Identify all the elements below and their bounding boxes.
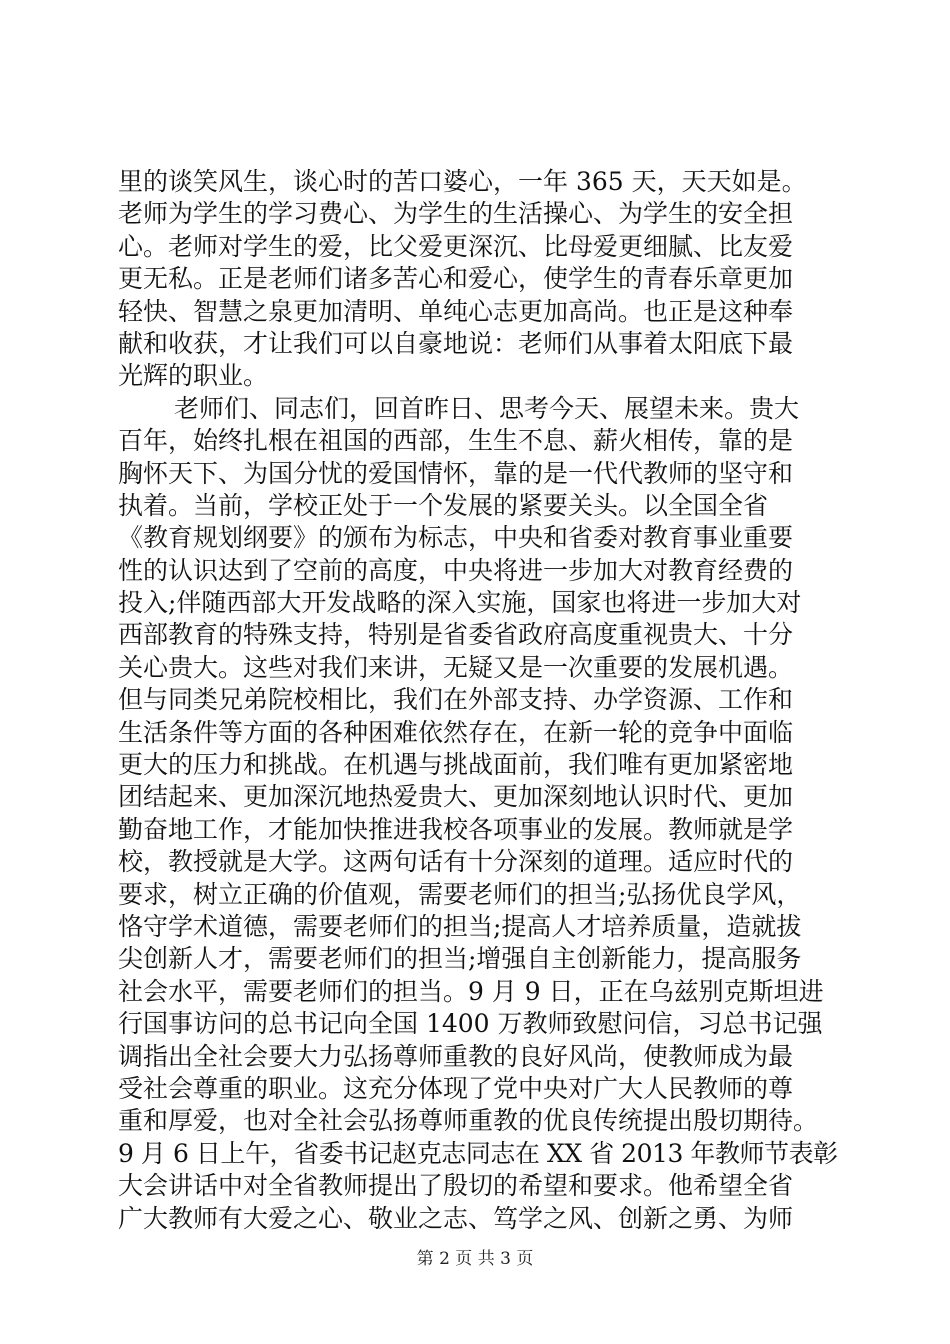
- page-footer: 第 2 页 共 3 页: [416, 1249, 534, 1269]
- text-line: 执着。当前，学校正处于一个发展的紧要关头。以全国全省: [118, 490, 769, 520]
- text-line: 大会讲话中对全省教师提出了殷切的希望和要求。他希望全省: [118, 1171, 794, 1201]
- text-line: 勤奋地工作，才能加快推进我校各项事业的发展。教师就是学: [118, 814, 794, 844]
- text-line: 广大教师有大爱之心、敬业之志、笃学之风、创新之勇、为师: [118, 1203, 794, 1233]
- text-line: 老师们、同志们，回首昨日、思考今天、展望未来。贵大: [174, 393, 800, 423]
- text-line: 要求，树立正确的价值观，需要老师们的担当;弘扬优良学风，: [118, 879, 802, 909]
- text-line: 恪守学术道德，需要老师们的担当;提高人才培养质量，造就拔: [118, 911, 802, 941]
- text-line: 老师为学生的学习费心、为学生的生活操心、为学生的安全担: [118, 199, 794, 229]
- text-line: 百年，始终扎根在祖国的西部，生生不息、薪火相传，靠的是: [118, 426, 794, 456]
- text-line: 胸怀天下、为国分忧的爱国情怀，靠的是一代代教师的坚守和: [118, 458, 794, 488]
- text-line: 光辉的职业。: [118, 361, 269, 391]
- text-line: 团结起来、更加深沉地热爱贵大、更加深刻地认识时代、更加: [118, 782, 794, 812]
- text-line: 校，教授就是大学。这两句话有十分深刻的道理。适应时代的: [118, 847, 794, 877]
- text-line: 关心贵大。这些对我们来讲，无疑又是一次重要的发展机遇。: [118, 652, 794, 682]
- document-body: [118, 166, 838, 1235]
- text-line: 里的谈笑风生，谈心时的苦口婆心，一年 365 天，天天如是。: [118, 167, 807, 196]
- text-line: 重和厚爱，也对全社会弘扬尊师重教的优良传统提出殷切期待。: [118, 1106, 819, 1136]
- text-line: 9 月 6 日上午，省委书记赵克志同志在 XX 省 2013 年教师节表彰: [118, 1138, 838, 1168]
- text-line: 心。老师对学生的爱，比父爱更深沉、比母爱更细腻、比友爱: [118, 231, 794, 261]
- text-line: 调指出全社会要大力弘扬尊师重教的良好风尚，使教师成为最: [118, 1041, 794, 1071]
- text-line: 性的认识达到了空前的高度，中央将进一步加大对教育经费的: [118, 555, 794, 585]
- text-line: 西部教育的特殊支持，特别是省委省政府高度重视贵大、十分: [118, 620, 794, 650]
- text-line: 轻快、智慧之泉更加清明、单纯心志更加高尚。也正是这种奉: [118, 296, 794, 326]
- text-line: 投入;伴随西部大开发战略的深入实施，国家也将进一步加大对: [118, 588, 802, 618]
- text-line: 社会水平，需要老师们的担当。9 月 9 日，正在乌兹别克斯坦进: [118, 976, 824, 1006]
- text-line: 尖创新人才，需要老师们的担当;增强自主创新能力，提高服务: [118, 944, 802, 974]
- text-line: 受社会尊重的职业。这充分体现了党中央对广大人民教师的尊: [118, 1073, 794, 1103]
- text-line: 但与同类兄弟院校相比，我们在外部支持、办学资源、工作和: [118, 685, 794, 715]
- text-line: 生活条件等方面的各种困难依然存在，在新一轮的竞争中面临: [118, 717, 794, 747]
- text-line: 更大的压力和挑战。在机遇与挑战面前，我们唯有更加紧密地: [118, 750, 794, 780]
- text-line: 行国事访问的总书记向全国 1400 万教师致慰问信，习总书记强: [118, 1009, 823, 1039]
- text-line: 更无私。正是老师们诸多苦心和爱心，使学生的青春乐章更加: [118, 264, 794, 294]
- text-line: 《教育规划纲要》的颁布为标志，中央和省委对教育事业重要: [118, 523, 794, 553]
- text-line: 献和收获，才让我们可以自豪地说：老师们从事着太阳底下最: [118, 328, 794, 358]
